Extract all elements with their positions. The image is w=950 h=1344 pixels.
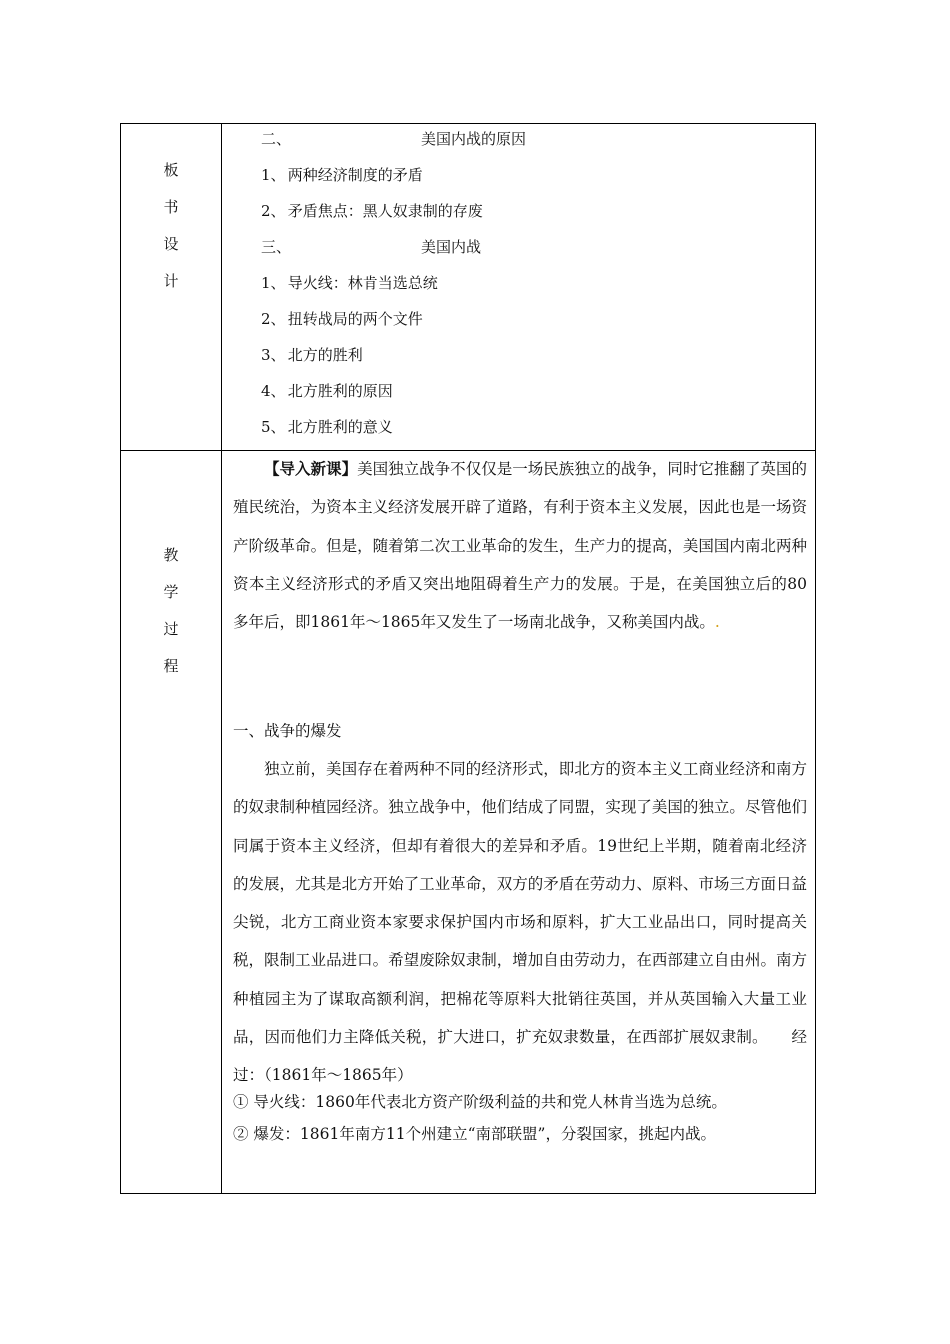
board-heading-2: 二、 美国内战的原因 <box>261 130 527 148</box>
intro-paragraph: 【导入新课】美国独立战争不仅仅是一场民族独立的战争，同时它推翻了英国的殖民统治，为资本主义经济发展开辟了道路，有利于资本主义发展，因此也是一场资产阶级革命。但是，随着第二次工业革命的发生，生产力的提高，美国国内南北两种资本主义经济形式的矛盾又突出地阻碍着生产力的发展。于是，在美国独立后的80多年后，即1861年～1865年又发生了一场南北战争，又称美国内战。. <box>233 459 807 632</box>
board-item: 4、 北方胜利的原因 <box>261 382 393 400</box>
column-divider <box>221 124 222 1193</box>
point-outbreak: ② 爆发：1861年南方11个州建立“南部联盟”，分裂国家，挑起内战。 <box>233 1125 716 1143</box>
intro-tag: 【导入新课】 <box>264 459 358 478</box>
board-heading-3: 三、 美国内战 <box>261 238 482 256</box>
board-design-label: 板 书 设 计 <box>163 161 179 290</box>
lesson-table <box>120 123 816 1194</box>
section-paragraph: 独立前，美国存在着两种不同的经济形式，即北方的资本主义工商业经济和南方的奴隶制种植园经济。独立战争中，他们结成了同盟，实现了美国的独立。尽管他们同属于资本主义经济，但却有着很大的差异和矛盾。19世纪上半期，随着南北经济的发展，尤其是北方开始了工业革命，双方的矛盾在劳动力、原料、市场三方面日益尖锐，北方工商业资本家要求保护国内市场和原料，扩大工业品出口，同时提高关税，限制工业品进口。希望废除奴隶制，增加自由劳动力，在西部建立自由州。南方种植园主为了谋取高额利润，把棉花等原料大批销往英国，并从英国输入大量工业品，因而他们力主降低关税，扩大进口，扩充奴隶数量，在西部扩展奴隶制。 经过：（1861年～1865年） <box>233 760 807 1085</box>
board-item: 5、 北方胜利的意义 <box>261 418 393 436</box>
point-fuse: ① 导火线：1860年代表北方资产阶级利益的共和党人林肯当选为总统。 <box>233 1093 727 1111</box>
board-item: 2、 矛盾焦点：黑人奴隶制的存废 <box>261 202 483 220</box>
board-item: 1、 导火线：林肯当选总统 <box>261 274 438 292</box>
intro-dot: . <box>714 613 720 632</box>
board-item: 2、 扭转战局的两个文件 <box>261 310 423 328</box>
teaching-process-label: 教 学 过 程 <box>163 546 179 675</box>
board-item: 1、 两种经济制度的矛盾 <box>261 166 423 184</box>
section-title: 一、战争的爆发 <box>233 722 342 740</box>
board-item: 3、 北方的胜利 <box>261 346 363 364</box>
